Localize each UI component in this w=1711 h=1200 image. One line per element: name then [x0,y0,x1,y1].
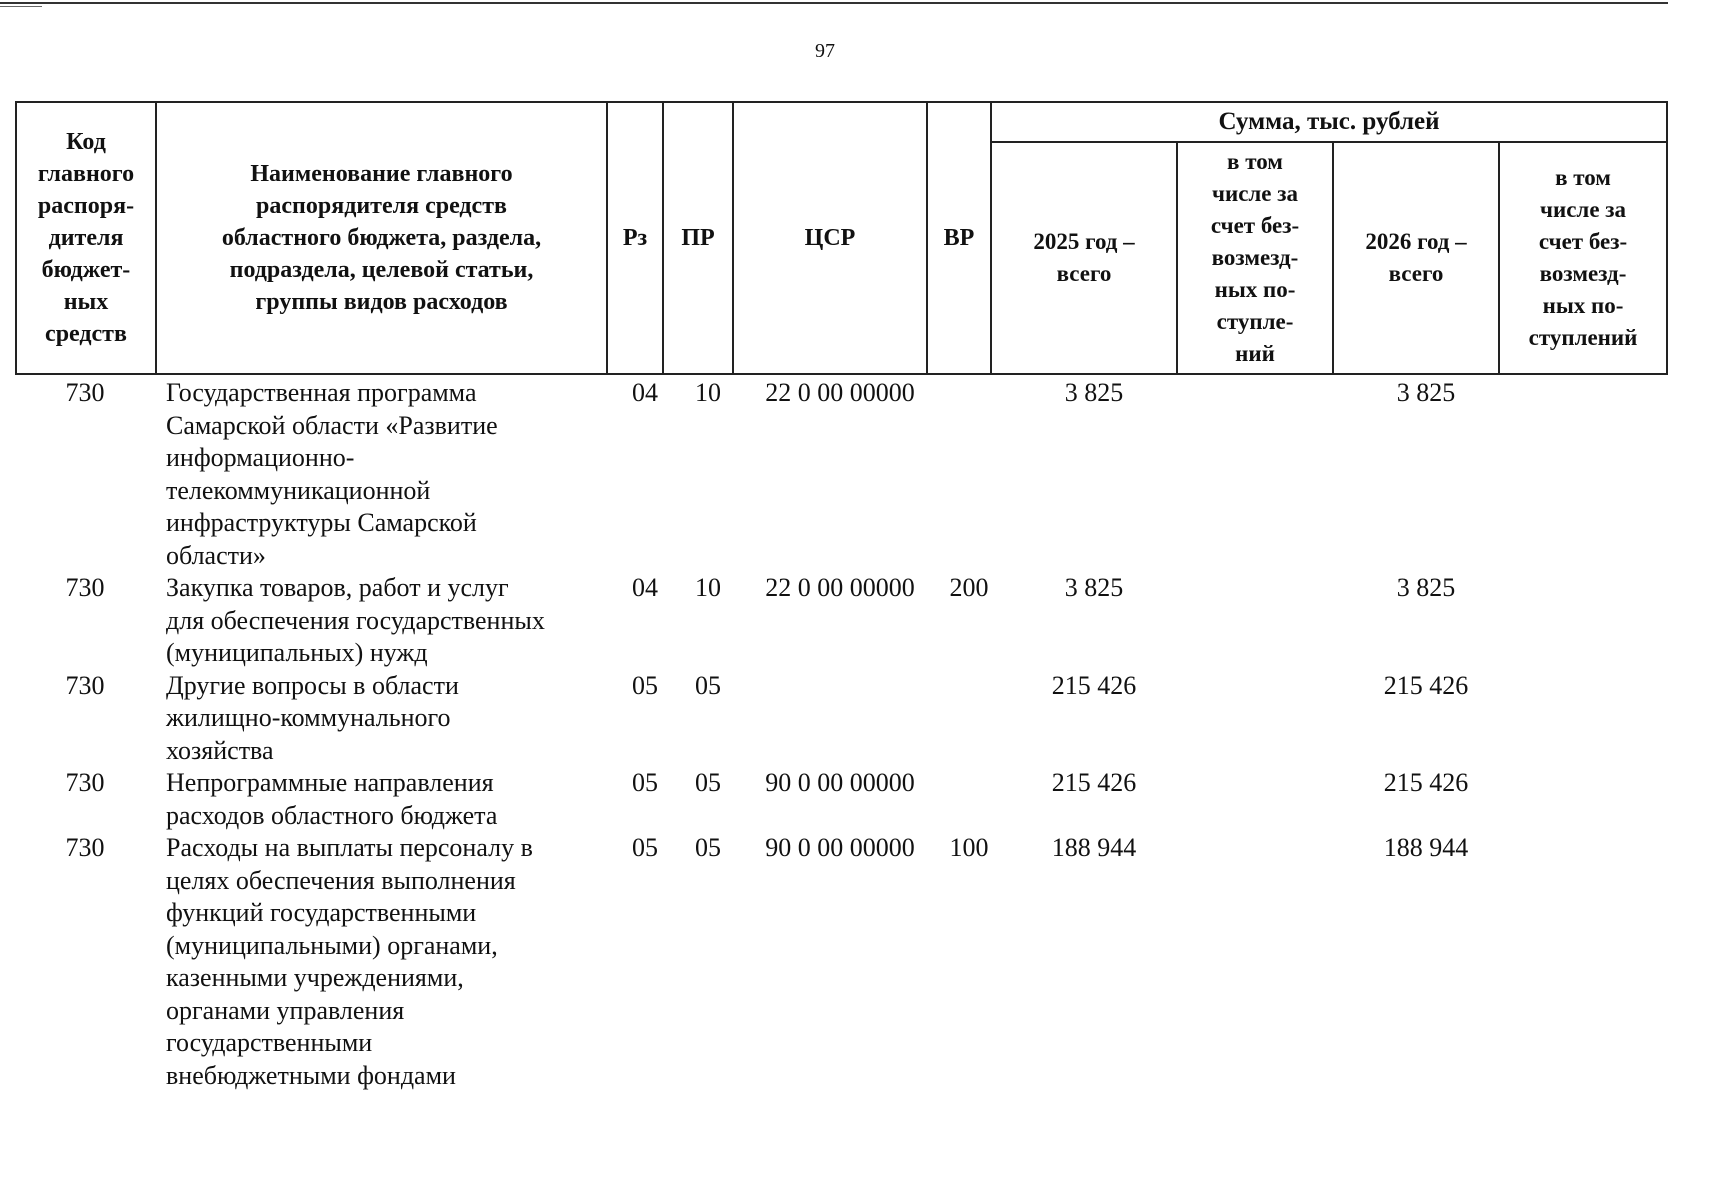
table-row [15,670,1666,768]
cell-rz: 05 [632,768,658,797]
cell-rz: 05 [632,670,658,700]
table-row [15,572,1666,670]
cell-csr: 22 0 00 00000 [765,378,915,407]
cell-rz: 05 [632,833,658,862]
cell-sum-2025: 3 825 [1064,378,1124,407]
header-2025-grants: в том числе за счет без- возмезд- ных по- ступле- ний [1177,142,1333,374]
table-row [15,832,1666,1092]
cell-sum-2026: 215 426 [1383,768,1469,797]
cell-pr: 05 [695,670,721,700]
table-header [15,101,1668,375]
cell-csr: 90 0 00 00000 [765,768,915,797]
cell-name: Государственная программа Самарской области «Развитие информационно- телекоммуникационной инфраструктуры Самарской области» [166,378,498,570]
cell-csr: 90 0 00 00000 [765,833,915,862]
page-number: 97 [815,40,835,62]
header-code: Код главного распоря- дителя бюджет- ных средств [16,102,156,374]
top-rule-short [0,6,42,7]
cell-sum-2026: 3 825 [1396,573,1456,602]
cell-code: 730 [65,833,105,862]
cell-rz: 04 [632,573,658,602]
cell-sum-2026: 215 426 [1383,670,1469,700]
cell-code: 730 [65,378,105,407]
header-sum: Сумма, тыс. рублей [991,102,1667,142]
cell-pr: 10 [695,573,721,602]
cell-code: 730 [65,768,105,797]
cell-name: Непрограммные направления расходов областного бюджета [166,768,498,830]
cell-code: 730 [65,573,105,602]
cell-name: Другие вопросы в области жилищно-коммунального хозяйства [166,670,459,765]
header-2025-total: 2025 год – всего [991,142,1177,374]
cell-csr: 22 0 00 00000 [765,573,915,602]
cell-vr: 200 [949,573,989,602]
cell-sum-2025: 215 426 [1051,670,1137,700]
cell-sum-2026: 188 944 [1383,833,1469,862]
table-row [15,377,1666,572]
cell-sum-2025: 215 426 [1051,768,1137,797]
top-rule [0,2,1668,4]
cell-name: Расходы на выплаты персоналу в целях обеспечения выполнения функций государственными (муниципальными) органами, казенными учреждениями, органами управления государственными внебюджетными фондами [166,833,533,1090]
header-2026-total: 2026 год – всего [1333,142,1499,374]
cell-vr: 100 [949,833,989,862]
header-csr: ЦСР [733,102,927,374]
cell-pr: 05 [695,768,721,797]
header-rz: Рз [607,102,663,374]
table-body [15,377,1666,1092]
cell-sum-2025: 188 944 [1051,833,1137,862]
cell-name: Закупка товаров, работ и услуг для обеспечения государственных (муниципальных) нужд [166,573,545,667]
header-name: Наименование главного распорядителя средств областного бюджета, раздела, подраздела, целевой статьи, группы видов расходов [156,102,607,374]
header-vr: ВР [927,102,991,374]
table-row [15,767,1666,832]
cell-sum-2026: 3 825 [1396,378,1456,407]
header-2026-grants: в том числе за счет без- возмезд- ных по- ступлений [1499,142,1667,374]
cell-pr: 10 [695,378,721,407]
cell-pr: 05 [695,833,721,862]
cell-sum-2025: 3 825 [1064,573,1124,602]
cell-code: 730 [65,670,105,700]
cell-rz: 04 [632,378,658,407]
header-pr: ПР [663,102,733,374]
